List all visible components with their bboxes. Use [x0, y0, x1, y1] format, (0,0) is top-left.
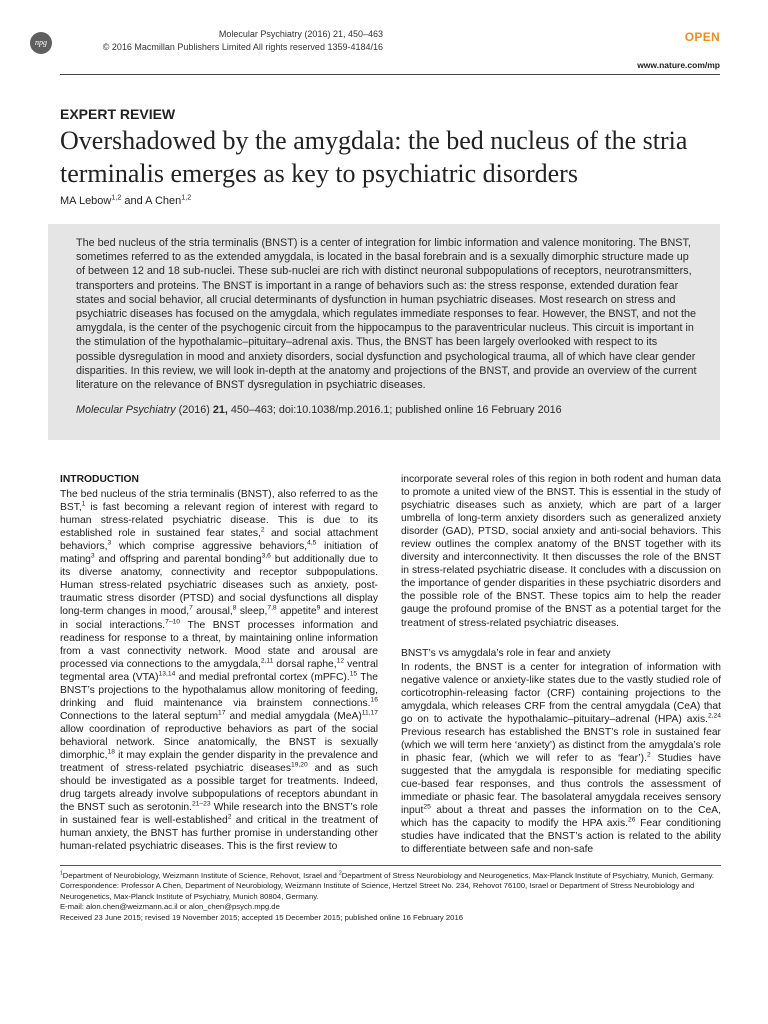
copyright-line: © 2016 Macmillan Publishers Limited All rights reserved 1359-4184/16	[102, 42, 383, 52]
received-dates: Received 23 June 2015; revised 19 November 2015; accepted 15 December 2015; published online 16 February 2016	[60, 912, 464, 922]
journal-citation-line: Molecular Psychiatry (2016) 21, 450–463	[218, 29, 383, 39]
header-rule	[60, 74, 720, 75]
fear-anxiety-paragraph: In rodents, the BNST is a center for integration of information with negative valence or anxiety-like states due to the vastly studied role of corticotrophin-releasing factor (CRF) containing projections to the amygdala, which releases CRF from the central amygdala (CeA) that go on to activate the hypothalamic–pituitary–adrenal (HPA) axis.$^{2,24}$ Previous research has established the BNST’s role in sustained fear (which we will term here ‘anxiety’) as distinct from the amygdala’s role in phasic fear, (which we will refer to as ‘fear’).$^2$ Studies have suggested that the amygdala is responsible for mediating specific cue-based fear responses, and thus controls the assessment of immediate or phasic fear. The basolateral amygdala receives sensory input$^{25}$ about a threat and passes the information on to the CeA, which has the capacity to modify the HPA axis.$^{26}$ Fear conditioning studies have indicated that the BNST’s action is related to the ability to differentiate between safe and non-safe	[401, 661, 721, 856]
author-separator: and	[121, 195, 146, 207]
author-name: A Chen	[145, 195, 182, 207]
abstract-text: The bed nucleus of the stria terminalis (BNST) is a center of integration for limbic information and valence monitoring. The BNST, sometimes referred to as the extended amygdala, is located in the basal forebrain and is a sexually dimorphic structure made up of between 12 and 18 sub-nuclei. These sub-nuclei are rich with distinct neuronal subpopulations of receptors, neurotransmitters, transporters and proteins. The BNST is important in a range of behaviors such as: the stress response, extended duration fear states and social behavior, all crucial determinants of dysfunction in human psychiatric diseases. Most research on stress and psychiatric diseases has focused on the amygdala, which regulates immediate responses to fear. However, the BNST, and not the amygdala, is the center of the psychogenic circuit from the hippocampus to the paraventricular nucleus. This circuit is important in the stimulation of the hypothalamic–pituitary–adrenal axis. Thus, the BNST has been largely overlooked with respect to its possible dysregulation in mood and anxiety disorders, social dysfunction and psychological trauma, all of which have clear gender disparities. In this review, we will look in-depth at the anatomy and projections of the BNST, and provide an overview of the current literature on the relevance of BNST dysregulation in psychiatric diseases.	[76, 237, 697, 392]
introduction-paragraph: The bed nucleus of the stria terminalis (BNST), also referred to as the BST,$^1$ is fast becoming a relevant region of interest with regard to human stress-related psychiatric disease. This is due to its established role in sustained fear states,$^2$ and social attachment behaviors,$^3$ which comprise aggressive behaviors,$^{4,5}$ initiation of mating$^3$ and offspring and parental bonding$^{3,6}$ but additionally due to its diverse anatomy, connectivity and receptor subpopulations. Human stress-related psychiatric diseases such as anxiety, post-traumatic stress disorder (PTSD) and social dysfunctions all display long-term changes in mood,$^7$ arousal,$^8$ sleep,$^{7,8}$ appetite$^9$ and interest in social interactions.$^{7-10}$ The BNST processes information and readiness for response to a threat, by maintaining online information from a vast connectivity network. Mood state and arousal are processed via connections to the amygdala,$^{2,11}$ dorsal raphe,$^{12}$ ventral tegmental area (VTA)$^{13,14}$ and medial prefrontal cortex (mPFC).$^{15}$ The BNST’s projections to the hypothalamus allow monitoring of feeding, drinking and fluid maintenance via brainstem connections.$^{16}$ Connections to the lateral septum$^{17}$ and medial amygdala (MeA)$^{11,17}$ allow coordination of reproductive behaviors as part of the social behavioral network. Since anatomically, the BNST is sexually dimorphic,$^{18}$ it may explain the gender disparity in the prevalence and treatment of stress-related psychiatric diseases$^{19,20}$ and as such should be investigated as a possible target for treatments. Indeed, drug targets already involve subpopulations of receptors abundant in the BNST such as serotonin.$^{21-23}$ While research into the BNST’s role in sustained fear is well-established$^2$ and critical in the treatment of human anxiety, the BNST has further promise in understanding other human-related psychiatric diseases. This is the first review to	[60, 489, 379, 853]
author-affiliation-marker: 1,2	[181, 193, 192, 202]
publisher-logo: npg	[30, 32, 52, 54]
author-name: MA Lebow	[60, 195, 112, 207]
open-access-label: OPEN	[684, 30, 720, 44]
journal-url-link[interactable]: www.nature.com/mp	[637, 60, 720, 70]
citation-year: (2016)	[175, 404, 213, 416]
citation-volume: 21,	[212, 404, 228, 416]
article-title: Overshadowed by the amygdala: the bed nucleus of the stria terminalis emerges as key to psychiatric disorders	[60, 126, 688, 188]
body-column-right	[401, 473, 721, 856]
introduction-continued-paragraph: incorporate several roles of this region in both rodent and human data to promote a united view of the BNST. This is essential in the study of psychiatric diseases such as anxiety, which are part of a larger umbrella of long-term anxiety disorders such as generalized anxiety disorder (GAD), PTSD, social anxiety and anti-social behaviors. This review outlines the complex anatomy of the BNST together with its diversity and interconnectivity. It then discusses the role of the BNST in stress-related psychiatric disease. It concludes with a discussion on the importance of gender disparities in these psychiatric disorders and the possible role of the BNST. These topics aim to help the reader gauge the profound promise of the BNST as a potential target for the treatment of stress-related psychiatric diseases.	[401, 474, 721, 629]
section-heading-introduction: INTRODUCTION	[60, 474, 139, 485]
citation-line	[76, 404, 698, 416]
author-affiliation-marker: 1,2	[111, 193, 122, 202]
body-column-left	[60, 473, 378, 853]
footnotes	[60, 871, 721, 923]
citation-details: 450–463; doi:10.1038/mp.2016.1; published online 16 February 2016	[227, 404, 562, 416]
footer-rule	[60, 865, 721, 866]
citation-journal: Molecular Psychiatry	[76, 404, 176, 416]
affiliations-footnote: $^1$Department of Neurobiology, Weizmann Institute of Science, Rehovot, Israel and $^2$Department of Stress Neurobiology and Neurogenetics, Max-Planck Institute of Psychiatry, Munich, Germany. Correspondence: Professor A Chen, Department of Neurobiology, Weizmann Institute of Science, Hertzel Street No. 234, Rehovot 76100, Israel or Department of Stress Neurobiology and Neurogenetics, Max-Planck Institute of Psychiatry, Munich 80804, Germany.	[60, 870, 715, 901]
correspondence-email: E-mail: alon.chen@weizmann.ac.il or alon_chen@psych.mpg.de	[60, 902, 280, 912]
article-type-label: EXPERT REVIEW	[60, 106, 176, 122]
author-list	[60, 195, 191, 207]
section-heading-fear-anxiety: BNST’s vs amygdala’s role in fear and anxiety	[401, 647, 611, 659]
